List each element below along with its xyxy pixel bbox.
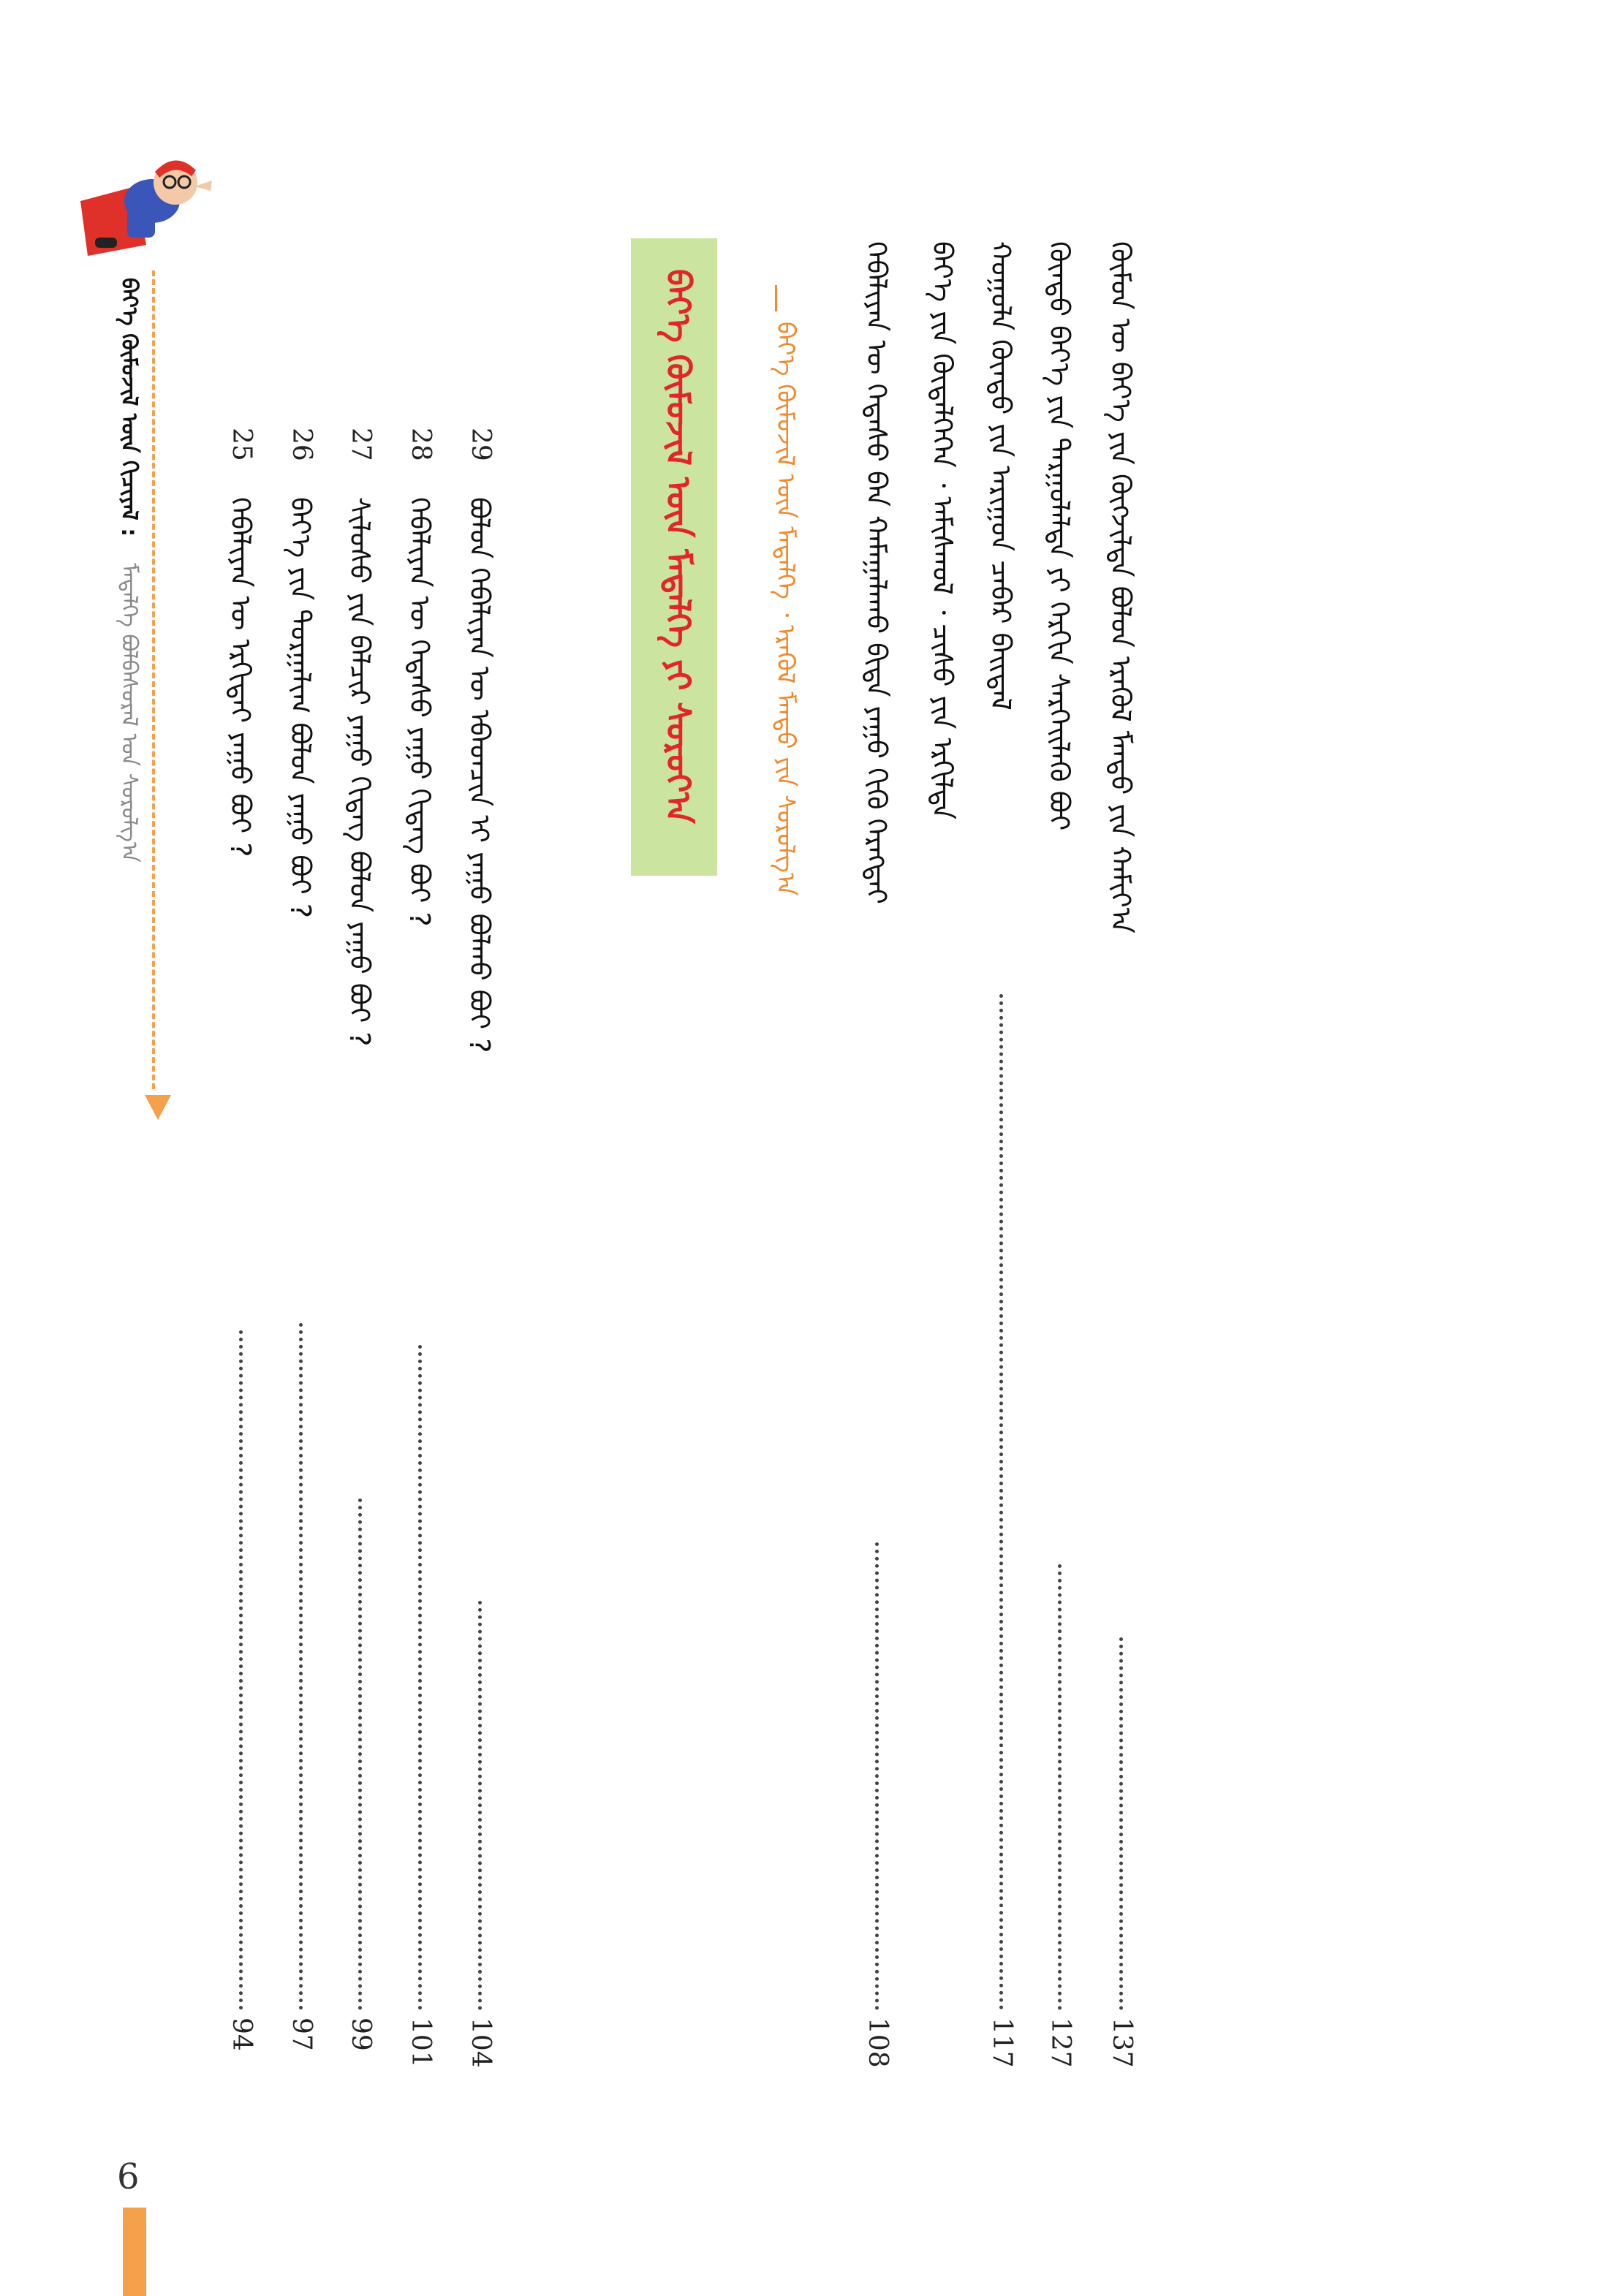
running-header-title: ᠪᠡᠶ᠎ᠡ ᠬᠥᠮᠦᠵᠢᠯ ᠦᠨ ᠬᠢᠴᠢᠶᠡᠯ : — [116, 278, 142, 537]
toc-entry-title[interactable]: ᠬᠡᠪᠡᠯᠢᠶᠡᠨ ᠦ ᠡᠷᠬᠢᠲᠡᠢ ᠶᠠᠭᠤ ᠪᠤᠢ ? — [224, 497, 257, 857]
toc-leader — [299, 1323, 303, 2010]
toc-entry-title[interactable]: ᠪᠡᠶ᠎ᠡ ᠶᠢᠨ ᠬᠥᠳᠡᠯᠭᠡᠭᠡᠨ ᠂ ᠠᠮᠢᠰᠬᠤᠯ ᠂ ᠴᠢᠰᠤ ᠶᠢᠨ ᠡᠷᠭᠢᠯᠲᠡ — [926, 241, 958, 820]
section-title: ᠪᠡᠶ᠎ᠡ ᠬᠥᠮᠦᠵᠢᠯ ᠦᠨ ᠮᠡᠳᠡᠯᠭᠡ ᠶᠢ ᠰᠤᠷᠤᠶ᠎ᠠ — [659, 269, 698, 824]
toc-entry-title[interactable]: ᠰᠢᠯᠦᠰᠦ ᠶᠢᠨ ᠪᠡᠯᠴᠢᠷ ᠶᠠᠭᠤ ᠬᠢᠳᠡᠭ ᠪᠣᠯᠤᠨ ᠶᠠᠭᠤ ᠪᠤᠢ ? — [344, 497, 376, 1047]
toc-entry-page: 101 — [406, 2017, 436, 2068]
toc-entry-title[interactable]: ᠬᠡᠪᠡᠯᠢᠶᠡᠨ ᠦ ᠭᠡᠳᠡᠰᠦ ᠶᠠᠭᠤ ᠬᠢᠳᠡᠭ ᠪᠤᠢ ? — [404, 497, 436, 927]
toc-leader — [1058, 1564, 1062, 2010]
toc-entry-number: 29 — [466, 428, 496, 461]
subtitle-dash — [775, 285, 777, 311]
toc-entry-page: 97 — [287, 2017, 317, 2051]
superhero-boy-mascot — [66, 135, 219, 267]
toc-entry-title[interactable]: ᠪᠡᠶ᠎ᠡ ᠶᠢᠨ ᠲᠣᠷᠭᠠᠯᠢᠭ ᠪᠣᠯᠤᠨ ᠶᠠᠭᠤ ᠪᠤᠢ ? — [284, 497, 317, 918]
toc-entry-page: 108 — [863, 2017, 893, 2068]
page-edge-tab — [123, 2208, 146, 2296]
toc-entry-number: 27 — [346, 428, 376, 461]
toc-entry-title[interactable]: ᠬᠡᠪᠡᠯᠢᠶᠡᠨ ᠦ ᠭᠡᠳᠡᠰᠦ ᠪᠡᠨ ᠬᠠᠮᠠᠭᠠᠯᠠᠬᠤ ᠪᠢᠳᠡ ᠶᠠᠭᠤ ᠬᠢᠬᠦ ᠬᠡᠷᠡᠭᠲᠡᠢ — [860, 241, 893, 904]
toc-leader — [418, 1345, 422, 2010]
toc-entry-page: 127 — [1045, 2017, 1075, 2068]
toc-entry-number: 26 — [287, 428, 317, 461]
toc-entry-page: 117 — [987, 2017, 1017, 2068]
header-arrow-icon — [145, 1095, 171, 1120]
toc-leader — [875, 1542, 879, 2010]
toc-leader — [358, 1499, 362, 2010]
toc-leader — [1119, 1637, 1123, 2010]
toc-entry-title[interactable]: ᠪᠣᠯᠣᠨ ᠬᠡᠪᠡᠯᠢᠶᠡᠨ ᠦ ᠡᠪᠡᠳᠴᠢᠨ ᠢ ᠶᠠᠭᠤ ᠪᠣᠯᠬᠤ ᠪᠤᠢ ? — [464, 497, 496, 1053]
toc-leader — [239, 1330, 243, 2010]
running-header-subtitle: ᠮᠡᠳᠡᠯᠭᠡ ᠪᠣᠯᠪᠠᠰᠤᠷᠠᠯ ᠤᠨ ᠰᠤᠷᠤᠯᠭ᠎ᠠ — [116, 563, 142, 863]
toc-leader — [999, 994, 1003, 2010]
toc-entry-number: 28 — [406, 428, 436, 461]
toc-entry-page: 137 — [1107, 2017, 1137, 2068]
toc-entry-title[interactable]: ᠬᠦᠮᠦᠨ ᠦ ᠪᠡᠶ᠎ᠡ ᠶᠢᠨ ᠬᠥᠭᠵᠢᠯᠲᠡ ᠪᠣᠯᠤᠨ ᠡᠷᠡᠭᠦᠯ ᠮᠡᠨᠳᠦ ᠶᠢᠨ ᠬᠠᠮᠢᠶ᠎ᠠ — [1105, 241, 1137, 933]
header-divider — [152, 270, 155, 1089]
toc-entry-page: 104 — [466, 2017, 496, 2068]
toc-leader — [478, 1601, 482, 2010]
toc-entry-title[interactable]: ᠬᠦᠨᠳᠦ ᠪᠡᠶ᠎ᠡ ᠶᠢᠨ ᠲᠠᠷᠭᠤᠯᠠᠯᠲᠠ ᠶᠢ ᠬᠡᠷᠬᠢᠨ ᠰᠡᠷᠭᠡᠢᠯᠡᠬᠦ ᠪᠤᠢ — [1043, 241, 1075, 831]
toc-entry-page: 99 — [346, 2017, 376, 2051]
section-subtitle: ᠪᠡᠶ᠎ᠡ ᠬᠥᠮᠦᠵᠢᠯ ᠦᠨ ᠮᠡᠳᠡᠯᠭᠡ ᠂ ᠡᠷᠡᠭᠦᠯ ᠮᠡᠨᠳᠦ ᠶᠢᠨ ᠰᠤᠷᠤᠯᠭ᠎ᠠ — [771, 322, 800, 896]
page-number: 6 — [117, 2156, 140, 2197]
toc-entry-page: 94 — [227, 2017, 257, 2051]
toc-entry-number: 25 — [227, 428, 257, 461]
toc-entry-title[interactable]: ᠬᠣᠭᠣᠯᠠ ᠬᠦᠨᠳᠦ ᠶᠢᠨ ᠠᠷᠢᠭᠤᠨ ᠴᠡᠪᠡᠷ ᠪᠠᠢᠳᠠᠯ — [985, 241, 1017, 711]
